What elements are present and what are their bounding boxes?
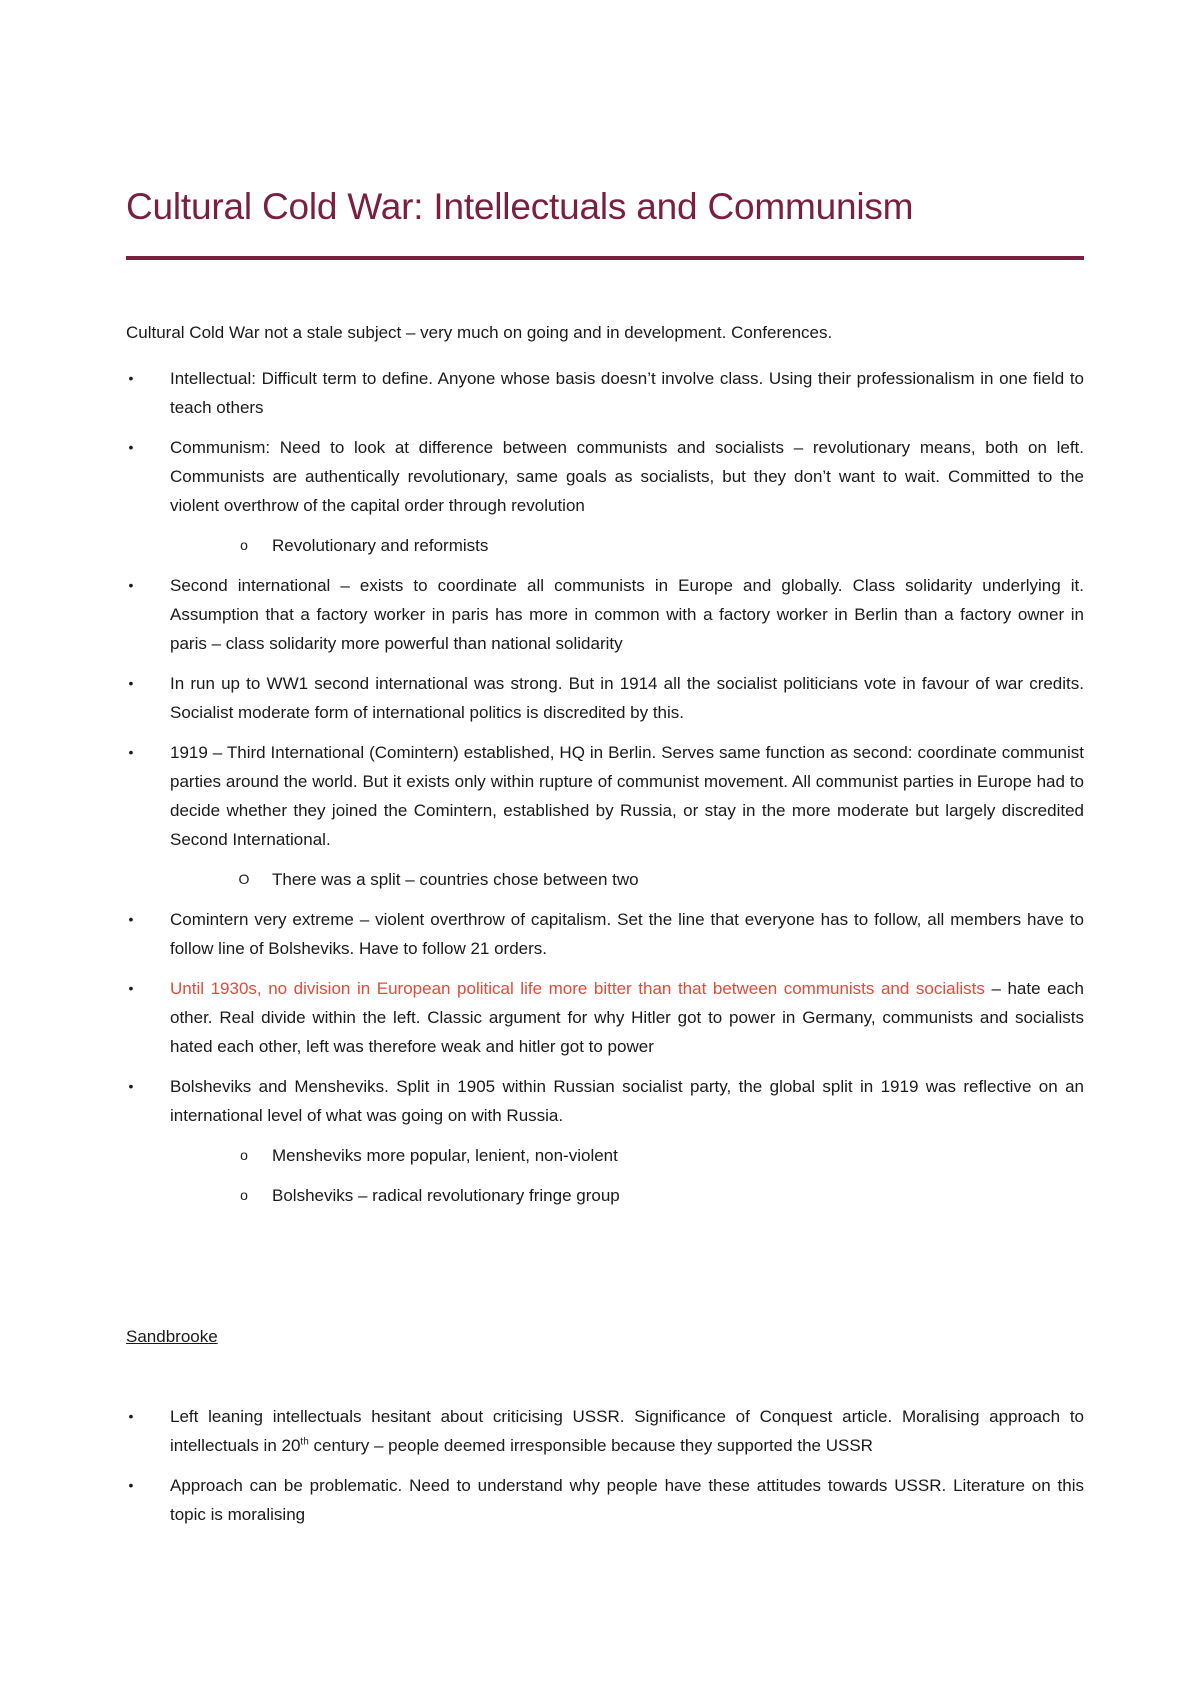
item-text: Mensheviks more popular, lenient, non-violent	[272, 1146, 618, 1165]
item-text: Comintern very extreme – violent overthrow of capitalism. Set the line that everyone has to follow, all members have to follow line of Bolsheviks. Have to follow 21 orders.	[170, 910, 1084, 958]
list-item	[126, 1402, 1084, 1460]
list-item	[126, 905, 1084, 963]
bullet-icon: •	[128, 439, 134, 455]
notes-list-main	[126, 364, 1084, 1221]
sub-bullet-icon: o	[240, 1147, 248, 1163]
document-title: Cultural Cold War: Intellectuals and Communism	[126, 186, 914, 227]
list-item	[126, 1072, 1084, 1130]
sub-bullet-icon: o	[240, 1187, 248, 1203]
item-text: Revolutionary and reformists	[272, 536, 489, 555]
bullet-icon: •	[128, 1408, 134, 1424]
list-item	[126, 364, 1084, 422]
item-text: Second international – exists to coordinate all communists in Europe and globally. Class solidarity underlying it. Assumption that a factory worker in paris has more in common with a factory worker in Berlin than a factory owner in paris – class solidarity more powerful than national solidarity	[170, 576, 1084, 653]
sub-list-item	[126, 531, 1084, 560]
list-item	[126, 571, 1084, 658]
bullet-icon: •	[128, 577, 134, 593]
bullet-icon: •	[128, 370, 134, 386]
item-text: Approach can be problematic. Need to understand why people have these attitudes towards USSR. Literature on this topic is moralising	[170, 1476, 1084, 1524]
sub-list-item	[126, 1181, 1084, 1210]
section-heading-sandbrooke: Sandbrooke	[126, 1327, 218, 1346]
sub-list-item	[126, 865, 1084, 894]
item-text: Bolsheviks – radical revolutionary fringe group	[272, 1186, 620, 1205]
item-text: Intellectual: Difficult term to define. Anyone whose basis doesn’t involve class. Using their professionalism in one field to teach others	[170, 369, 1084, 417]
list-item	[126, 974, 1084, 1061]
item-text: In run up to WW1 second international was strong. But in 1914 all the socialist politicians vote in favour of war credits. Socialist moderate form of international politics is discredited by this.	[170, 674, 1084, 722]
bullet-icon: •	[128, 675, 134, 691]
sub-list-item	[126, 1141, 1084, 1170]
notes-list-sandbrooke	[126, 1402, 1084, 1540]
title-divider	[126, 256, 1084, 260]
bullet-icon: •	[128, 980, 134, 996]
item-text: 1919 – Third International (Comintern) established, HQ in Berlin. Serves same function as second: coordinate communist parties around the world. But it exists only within rupture of communist movement. All communist parties in Europe had to decide whether they joined the Comintern, established by Russia, or stay in the more moderate but largely discredited Second International.	[170, 743, 1084, 849]
bullet-icon: •	[128, 911, 134, 927]
item-text-continued: century – people deemed irresponsible because they supported the USSR	[308, 1436, 873, 1455]
sub-bullet-icon: o	[240, 537, 248, 553]
bullet-icon: •	[128, 744, 134, 760]
item-text: Communism: Need to look at difference between communists and socialists – revolutionary means, both on left. Communists are authentically revolutionary, same goals as socialists, but they don’t want to wait. Committed to the violent overthrow of the capital order through revolution	[170, 438, 1084, 515]
list-item	[126, 433, 1084, 520]
list-item	[126, 1471, 1084, 1529]
item-text: – hate each other. Real divide within the left. Classic argument for why Hitler got to power in Germany, communists and socialists hated each other, left was therefore weak and hitler got to power	[170, 979, 1084, 1056]
bullet-icon: •	[128, 1078, 134, 1094]
list-item	[126, 738, 1084, 854]
superscript-text: th	[300, 1436, 309, 1448]
item-text: Bolsheviks and Mensheviks. Split in 1905 within Russian socialist party, the global split in 1919 was reflective on an international level of what was going on with Russia.	[170, 1077, 1084, 1125]
item-text: Left leaning intellectuals hesitant about criticising USSR. Significance of Conquest article. Moralising approach to intellectuals in 20	[170, 1407, 1084, 1455]
highlighted-text: Until 1930s, no division in European political life more bitter than that between communists and socialists	[170, 979, 985, 998]
bullet-icon: •	[128, 1477, 134, 1493]
intro-paragraph: Cultural Cold War not a stale subject – very much on going and in development. Conferences.	[126, 323, 833, 342]
sub-bullet-icon: O	[238, 871, 250, 887]
item-text: There was a split – countries chose between two	[272, 870, 639, 889]
list-item	[126, 669, 1084, 727]
